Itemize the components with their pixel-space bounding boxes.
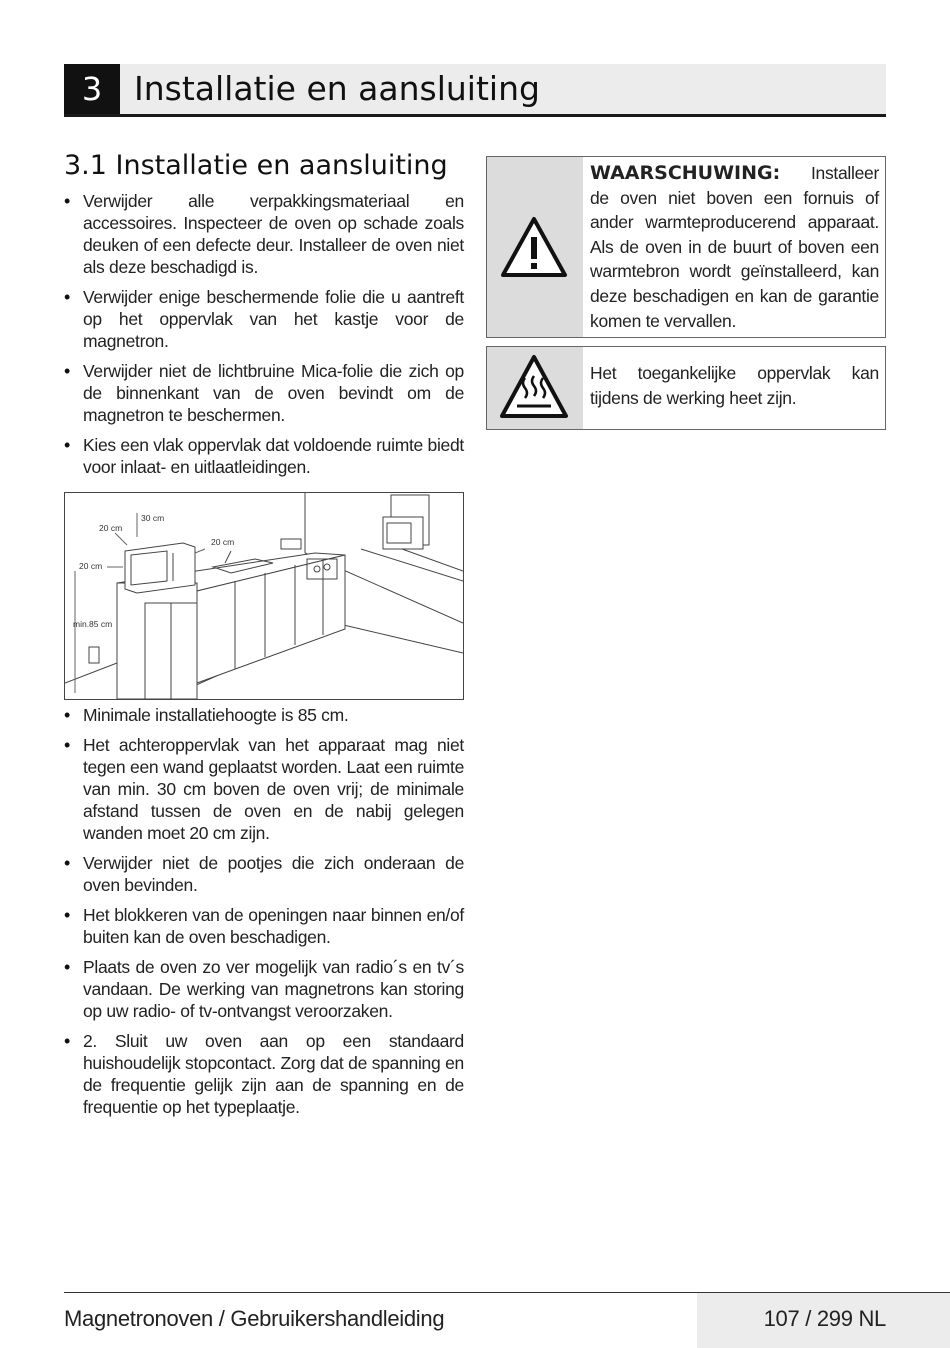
list-item: • Het achteroppervlak van het apparaat mag niet tegen een wand geplaatst worden. Laat een ruimte van min. 30 cm boven de oven vrij; de minimale afstand tussen de oven en de nabij gelegen wanden moet 20 cm zijn. [64,734,464,844]
footer-page-number: 107 / 299 NL [763,1306,886,1331]
warning-box [486,156,886,338]
footer-title: Magnetronoven / Gebruikershandleiding [64,1306,445,1331]
chapter-number: 3 [64,64,120,114]
label-min-height: min.85 cm [73,619,113,629]
list-item: • Kies een vlak oppervlak dat voldoende ruimte biedt voor inlaat- en uitlaatleidingen. [64,434,464,478]
section-title: 3.1 Installatie en aansluiting [64,150,448,181]
label-side-clearance-upper: 20 cm [99,523,123,533]
chapter-title: Installatie en aansluiting [134,69,540,108]
hot-surface-icon-cell [487,347,583,429]
label-side-clearance-left: 20 cm [79,561,103,571]
warning-text [590,157,885,337]
list-item: • Verwijder alle verpakkingsmateriaal en accessoires. Inspecteer de oven op schade zoals deuken of een defecte deur. Installeer de oven niet als deze beschadigd is. [64,190,464,278]
bullet-list-bottom [64,704,464,1126]
label-side-clearance-right: 20 cm [211,537,235,547]
hot-surface-icon [499,354,569,420]
list-item: • Plaats de oven zo ver mogelijk van radio´s en tv´s vandaan. De werking van magnetrons kan storing op uw radio- of tv-ontvangst veroorzaken. [64,956,464,1022]
warning-icon-cell [487,157,583,337]
list-item: • Het blokkeren van de openingen naar binnen en/of buiten kan de oven beschadigen. [64,904,464,948]
label-top-clearance: 30 cm [141,513,165,523]
list-item: • Verwijder niet de pootjes die zich onderaan de oven bevinden. [64,852,464,896]
hot-surface-box [486,346,886,430]
warning-body: Installeer de oven niet boven een fornuis of ander warmteproducerend apparaat. Als de oven in de buurt of boven een warmtebron wordt geïnstalleerd, kan deze beschadigen en kan de garantie komen te vervallen. [590,163,879,331]
list-item: • Minimale installatiehoogte is 85 cm. [64,704,464,726]
warning-label: WAARSCHUWING: [590,162,781,184]
bullet-list-top [64,190,464,486]
installation-figure [64,492,464,700]
hot-surface-text: Het toegankelijke oppervlak kan tijdens de werking heet zijn. [590,363,879,408]
list-item: • Verwijder enige beschermende folie die u aantreft op het oppervlak van het kastje voor de magnetron. [64,286,464,352]
chapter-header [64,64,886,117]
kitchen-illustration [65,493,463,699]
list-item: • Verwijder niet de lichtbruine Mica-folie die zich op de binnenkant van de oven bevindt om de magnetron te beschermen. [64,360,464,426]
warning-triangle-icon [499,215,569,279]
list-item: • 2. Sluit uw oven aan op een standaard huishoudelijk stopcontact. Zorg dat de spanning en de frequentie gelijk zijn aan de spanning en de frequentie op het typeplaatje. [64,1030,464,1118]
